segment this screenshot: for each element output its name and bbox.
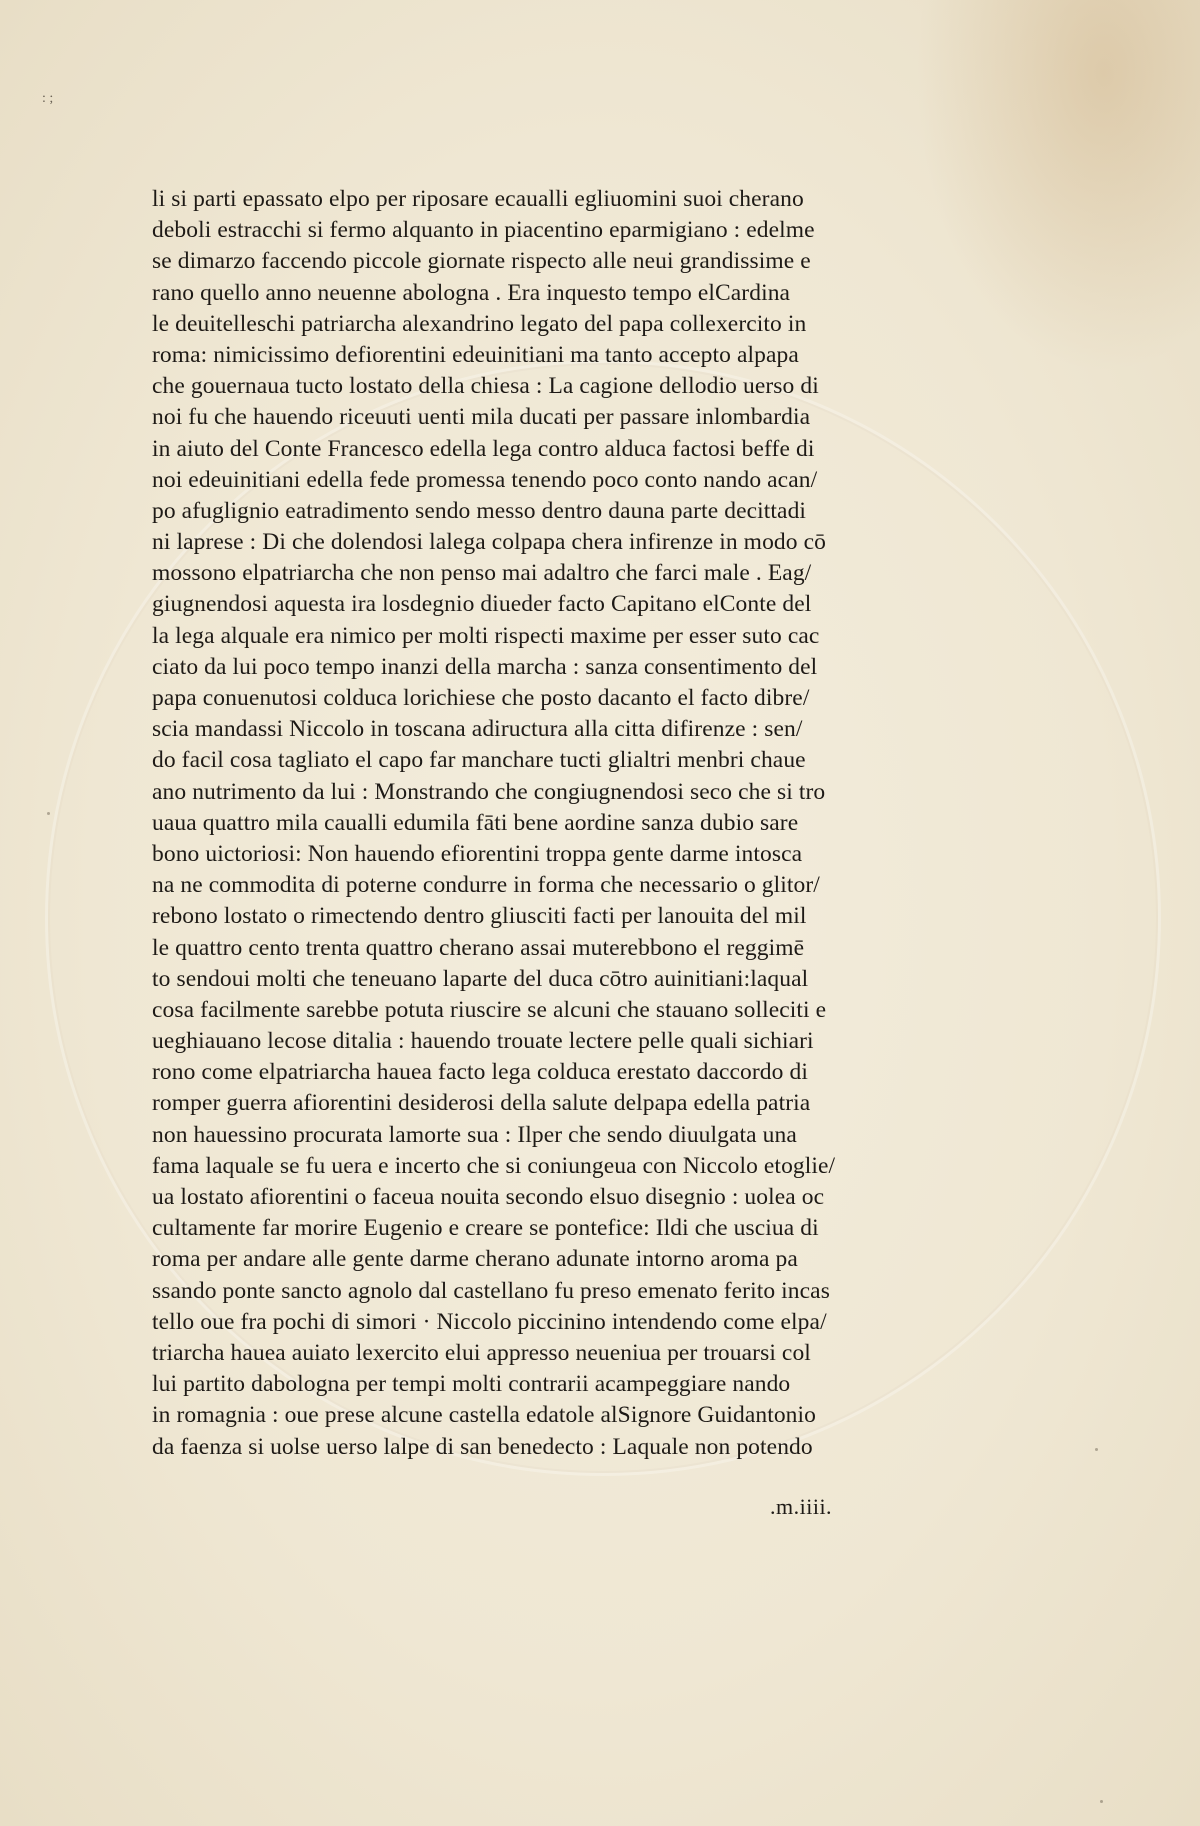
text-line: fama laquale se fu uera e incerto che si coniungeua con Niccolo etoglie/ [152,1152,836,1179]
text-line: in aiuto del Conte Francesco edella lega contro alduca factosi beffe di [152,435,815,462]
signature-mark: .m.iiii. [770,1494,833,1519]
text-line: li si parti epassato elpo per riposare ecaualli egliuomini suoi cherano [152,186,804,212]
text-line: noi edeuinitiani edella fede promessa tenendo poco conto nando acan/ [152,466,818,493]
text-line: noi fu che hauendo riceuuti uenti mila ducati per passare inlombardia [152,404,811,431]
text-line: ano nutrimento da lui : Monstrando che congiugnendosi seco che si tro [152,778,826,805]
text-line: in romagnia : oue prese alcune castella edatole alSignore Guidantonio [152,1402,817,1429]
paper-speck [1095,1448,1098,1451]
text-line: la lega alquale era nimico per molti rispecti maxime per esser suto cac [152,622,820,649]
text-line: deboli estracchi si fermo alquanto in piacentino eparmigiano : edelme [152,217,815,244]
text-line: ua lostato afiorentini o faceua nouita secondo elsuo disegnio : uolea oc [152,1184,825,1210]
text-line: mossono elpatriarcha che non penso mai adaltro che farci male . Eag/ [152,560,812,587]
text-line: da faenza si uolse uerso lalpe di san benedecto : Laquale non potendo [152,1433,813,1460]
text-line: rano quello anno neuenne abologna . Era inquesto tempo elCardina [152,279,791,306]
text-line: roma per andare alle gente darme cherano adunate intorno aroma pa [152,1246,798,1273]
text-line: non hauessino procurata lamorte sua : Ilper che sendo diuulgata una [152,1121,797,1148]
text-line: roma: nimicissimo defiorentini edeuinitiani ma tanto accepto alpapa [152,341,799,368]
text-line: do facil cosa tagliato el capo far manchare tucti glialtri menbri chaue [152,747,806,774]
text-line: che gouernaua tucto lostato della chiesa : La cagione dellodio uerso di [152,373,819,400]
text-line: bono uictoriosi: Non hauendo efiorentini troppa gente darme intosca [152,840,803,867]
text-line: romper guerra afiorentini desiderosi della salute delpapa edella patria [152,1090,811,1117]
text-line: to sendoui molti che teneuano laparte del duca cōtro auinitiani:laqual [152,965,809,992]
margin-mark: : ; [42,91,54,106]
text-line: scia mandassi Niccolo in toscana adiructura alla citta difirenze : sen/ [152,716,803,743]
text-line: cultamente far morire Eugenio e creare se pontefice: Ildi che usciua di [152,1215,819,1242]
text-line: papa conuenutosi colduca lorichiese che posto dacanto el facto dibre/ [152,685,810,711]
text-line: se dimarzo faccendo piccole giornate rispecto alle neui grandissime e [152,248,811,275]
text-line: le quattro cento trenta quattro cherano assai muterebbono el reggimē [152,934,805,961]
text-line: rebono lostato o rimectendo dentro gliusciti facti per lanouita del mil [152,903,807,930]
text-line: po afuglignio eatradimento sendo messo dentro dauna parte decittadi [152,497,807,524]
text-line: giugnendosi aquesta ira losdegnio diueder facto Capitano elConte del [152,591,812,618]
text-line: ni laprese : Di che dolendosi lalega colpapa chera infirenze in modo cō [152,529,826,556]
paper-speck [47,812,50,815]
text-line: rono come elpatriarcha hauea facto lega colduca erestato daccordo di [152,1059,808,1086]
text-line: le deuitelleschi patriarcha alexandrino legato del papa collexercito in [152,310,807,337]
text-line: triarcha hauea auiato lexercito elui appresso neueniua per trouarsi col [152,1339,811,1366]
text-line: na ne commodita di poterne condurre in forma che necessario o glitor/ [152,872,820,899]
text-line: ueghiauano lecose ditalia : hauendo trouate lectere pelle quali sichiari [152,1028,814,1055]
text-line: uaua quattro mila caualli edumila fāti bene aordine sanza dubio sare [152,809,799,836]
text-line: lui partito dabologna per tempi molti contrarii acampeggiare nando [152,1371,791,1398]
paper-speck [1100,1800,1103,1803]
text-line: tello oue fra pochi di simori · Niccolo piccinino intendendo come elpa/ [152,1308,827,1335]
text-line: ciato da lui poco tempo inanzi della marcha : sanza consentimento del [152,653,818,680]
text-line: cosa facilmente sarebbe potuta riuscire se alcuni che stauano solleciti e [152,996,827,1023]
body-text [152,184,912,1463]
text-line: ssando ponte sancto agnolo dal castellano fu preso emenato ferito incas [152,1277,830,1304]
